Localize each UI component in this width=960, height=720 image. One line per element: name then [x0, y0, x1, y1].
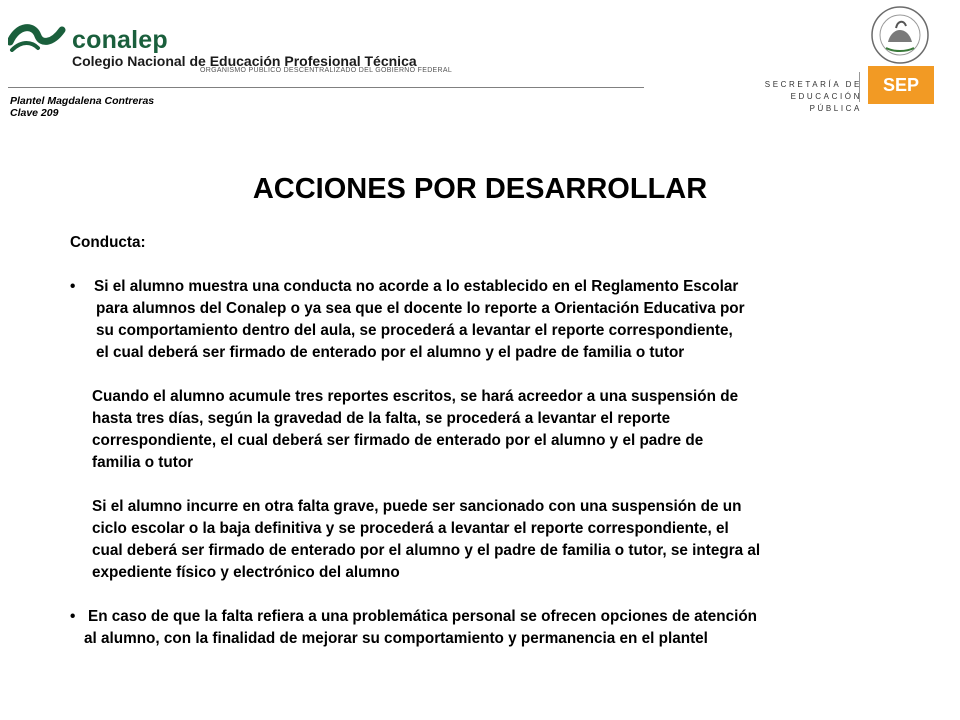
org-subtitle: ORGANISMO PÚBLICO DESCENTRALIZADO DEL GOBIERNO FEDERAL [200, 67, 453, 74]
list-item [70, 606, 930, 650]
bullet1-line: el cual deberá ser firmado de enterado por el alumno y el padre de familia o tutor [96, 344, 685, 361]
para2-line: Cuando el alumno acumule tres reportes escritos, se hará acreedor a una suspensión de [92, 388, 739, 405]
document-header [0, 0, 960, 130]
para3-line: expediente físico y electrónico del alumno [92, 564, 400, 581]
para3-line: cual deberá ser firmado de enterado por el alumno y el padre de familia o tutor, se integra al [92, 542, 761, 559]
bullet-marker: • [70, 608, 76, 625]
para3-line: Si el alumno incurre en otra falta grave, puede ser sancionado con una suspensión de un [92, 498, 742, 515]
bullet1-line: Si el alumno muestra una conducta no acorde a lo establecido en el Reglamento Escolar [94, 278, 739, 295]
secretaria-label [738, 79, 862, 115]
bullet2-line: al alumno, con la finalidad de mejorar su comportamiento y permanencia en el plantel [84, 630, 708, 647]
secretaria-line1: SECRETARÍA DE [764, 80, 862, 89]
section-label: Conducta: [70, 234, 146, 251]
bullet-marker: • [70, 278, 76, 295]
conalep-logo-icon [8, 20, 66, 52]
bullet1-line: para alumnos del Conalep o ya sea que el docente lo reporte a Orientación Educativa por [96, 300, 745, 317]
para3-line: ciclo escolar o la baja definitiva y se procederá a levantar el reporte correspondiente, el [92, 520, 729, 537]
page-title: ACCIONES POR DESARROLLAR [252, 173, 708, 205]
paragraph [70, 386, 930, 474]
para2-line: familia o tutor [92, 454, 194, 471]
list-item [70, 276, 930, 364]
national-seal-icon [866, 4, 934, 66]
secretaria-line2: EDUCACIÓN PÚBLICA [790, 92, 862, 113]
header-divider [8, 87, 644, 88]
paragraph [70, 496, 930, 584]
content-body [70, 232, 930, 650]
para2-line: correspondiente, el cual deberá ser firmado de enterado por el alumno y el padre de [92, 432, 704, 449]
para2-line: hasta tres días, según la gravedad de la falta, se procederá a levantar el reporte [92, 410, 671, 427]
bullet2-line: En caso de que la falta refiera a una problemática personal se ofrecen opciones de atención [88, 608, 758, 625]
plantel-clave: Clave 209 [10, 107, 59, 119]
org-name: Colegio Nacional de Educación Profesional Técnica [72, 53, 417, 69]
bullet1-line: su comportamiento dentro del aula, se procederá a levantar el reporte correspondiente, [96, 322, 733, 339]
brand-name: conalep [72, 26, 168, 54]
plantel-info [10, 95, 154, 119]
sep-logo: SEP [868, 66, 934, 104]
plantel-name: Plantel Magdalena Contreras [10, 95, 155, 107]
